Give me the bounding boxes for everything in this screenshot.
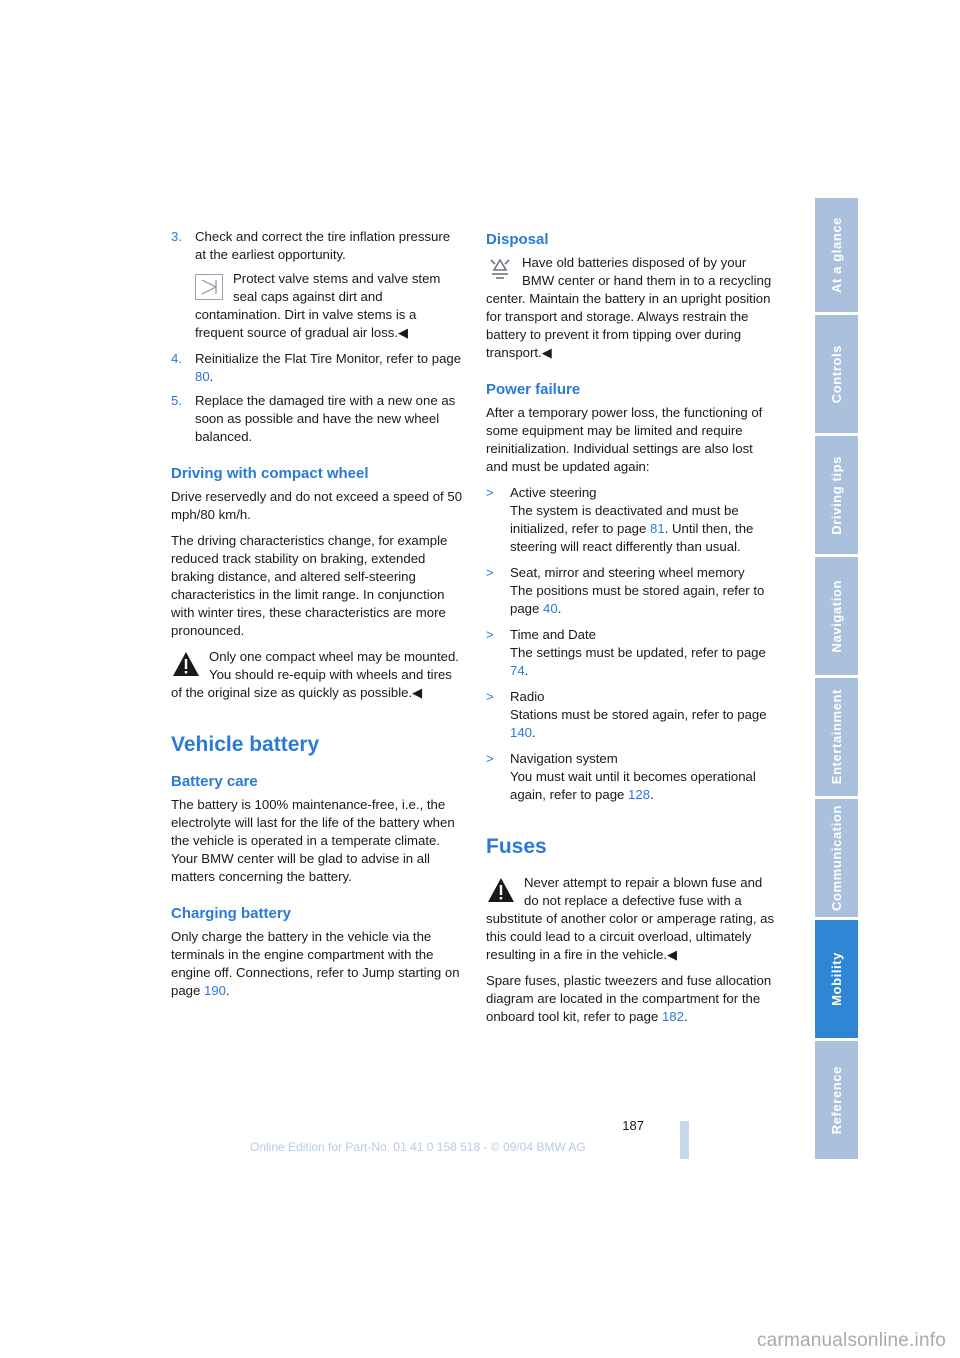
bullet-text xyxy=(510,706,778,742)
bullet-marker: > xyxy=(486,751,494,766)
bullet-navigation xyxy=(486,750,778,804)
vehicle-battery-heading: Vehicle battery xyxy=(171,733,320,756)
charging-text: Only charge the battery in the vehicle via the terminals in the engine compartment with the engine off. Connections, refer to Jump starting on page xyxy=(171,929,460,998)
step-text: Reinitialize the Flat Tire Monitor, refer to page xyxy=(195,351,462,366)
bullet-text xyxy=(510,502,778,556)
tab-mobility[interactable] xyxy=(815,920,858,1038)
page-link[interactable]: 40 xyxy=(543,601,558,616)
power-failure-intro: After a temporary power loss, the functioning of some equipment may be limited and require reinitialization. Individual settings are also lost and must be updated again: xyxy=(486,405,763,474)
bullet-text-start: The positions must be stored again, refer to page xyxy=(510,583,765,616)
tab-label: Entertainment xyxy=(829,689,844,785)
page-link[interactable]: 74 xyxy=(510,663,525,678)
page-number: 187 xyxy=(622,1118,644,1133)
battery-care-text: The battery is 100% maintenance-free, i.e., the electrolyte will last for the life of the battery when the vehicle is operated in a temperate climate. Your BMW center will be glad to advise in all matters concerning the battery. xyxy=(171,797,455,884)
bullet-text-start: The settings must be updated, refer to page xyxy=(510,645,766,660)
disposal-note xyxy=(486,254,778,362)
right-column xyxy=(486,228,778,1034)
warning-icon xyxy=(486,876,516,904)
bullet-time-date xyxy=(486,626,778,680)
fuses-heading: Fuses xyxy=(486,835,547,858)
tab-label: Navigation xyxy=(829,579,844,653)
bullet-title: Active steering xyxy=(510,485,597,500)
warning-text: Never attempt to repair a blown fuse and do not replace a defective fuse with a substitute of another color or amperage rating, as this could lead to a circuit overload, ultimately resulting in a fire in the vehicle.◀ xyxy=(486,875,775,962)
warning-text: Only one compact wheel may be mounted. You should re-equip with wheels and tires of the original size as quickly as possible.◀ xyxy=(171,649,459,700)
bullet-text-end: . xyxy=(524,663,529,678)
page-link[interactable]: 128 xyxy=(628,787,651,802)
tab-label: Controls xyxy=(829,344,844,404)
bullet-text-end: . xyxy=(557,601,562,616)
step-text: Replace the damaged tire with a new one as soon as possible and have the new wheel balanced. xyxy=(195,393,456,444)
bullet-text-start: Stations must be stored again, refer to page xyxy=(510,707,767,722)
bullet-radio xyxy=(486,688,778,742)
fuses-warning xyxy=(486,874,778,964)
footer-edition: Online Edition for Part-No. 01 41 0 158 518 - © 09/04 BMW AG xyxy=(250,1140,586,1154)
compact-wheel-text-2: The driving characteristics change, for example reduced track stability on braking, extended braking distance, and altered self-steering characteristics in the limit range. In conjunction with winter tires, these characteristics are more pronounced. xyxy=(171,533,448,638)
bullet-marker: > xyxy=(486,565,494,580)
section-tabs xyxy=(815,198,858,1162)
warning-icon xyxy=(171,650,201,678)
spare-fuses-text xyxy=(486,972,778,1026)
bullet-marker: > xyxy=(486,627,494,642)
tab-label: Communication xyxy=(829,804,844,912)
tab-communication[interactable] xyxy=(815,799,858,917)
bullet-text xyxy=(510,644,778,680)
bullet-text-end: . xyxy=(650,787,654,802)
spare-text-end: . xyxy=(683,1009,688,1024)
tab-entertainment[interactable] xyxy=(815,678,858,796)
bullet-memory xyxy=(486,564,778,618)
bullet-text-start: The system is deactivated and must be initialized, refer to page xyxy=(510,503,739,536)
disposal-heading: Disposal xyxy=(486,231,549,248)
bullet-text xyxy=(510,768,778,804)
tab-controls[interactable] xyxy=(815,315,858,433)
page-link[interactable]: 80 xyxy=(195,369,210,384)
step-number: 5. xyxy=(171,393,182,408)
bullet-active-steering xyxy=(486,484,778,556)
compact-wheel-text-1: Drive reservedly and do not exceed a speed of 50 mph/80 km/h. xyxy=(171,489,463,522)
tab-driving-tips[interactable] xyxy=(815,436,858,554)
page-link[interactable]: 140 xyxy=(510,725,533,740)
tab-label: Reference xyxy=(829,1065,844,1135)
step-4 xyxy=(171,350,463,386)
disposal-text: Have old batteries disposed of by your BMW center or hand them in to a recycling center. Maintain the battery in an upright position for transport and storage. Always restrain the battery to prevent it from tipping over during transport.◀ xyxy=(486,255,772,360)
bullet-text-start: You must wait until it becomes operational again, refer to page xyxy=(510,769,756,802)
tab-reference[interactable] xyxy=(815,1041,858,1159)
bullet-text xyxy=(510,582,778,618)
page-link[interactable]: 190 xyxy=(204,983,227,998)
step-number: 4. xyxy=(171,351,182,366)
battery-care-heading: Battery care xyxy=(171,773,258,790)
page-link[interactable]: 81 xyxy=(650,521,665,536)
watermark: carmanualsonline.info xyxy=(756,1330,946,1351)
bullet-text-end: . Until then, the steering will react differently than usual. xyxy=(510,521,754,554)
left-column xyxy=(171,228,463,1008)
charging-text-end: . xyxy=(226,983,230,998)
bullet-marker: > xyxy=(486,689,494,704)
step-number: 3. xyxy=(171,229,182,244)
bullet-title: Seat, mirror and steering wheel memory xyxy=(510,565,745,580)
bullet-marker: > xyxy=(486,485,494,500)
bullet-title: Radio xyxy=(510,689,545,704)
charging-battery-text xyxy=(171,928,463,1000)
step-text: Check and correct the tire inflation pressure at the earliest opportunity. xyxy=(195,229,451,262)
tab-label: Mobility xyxy=(829,952,844,1006)
step-text-end: . xyxy=(209,369,214,384)
step-5 xyxy=(171,392,463,446)
recycle-icon xyxy=(486,256,514,284)
tab-at-a-glance[interactable] xyxy=(815,198,858,312)
bullet-title: Time and Date xyxy=(510,627,597,642)
step-3 xyxy=(171,228,463,264)
tab-label: At a glance xyxy=(829,217,844,293)
bullet-title: Navigation system xyxy=(510,751,618,766)
compact-wheel-heading: Driving with compact wheel xyxy=(171,465,369,482)
compact-wheel-warning xyxy=(171,648,463,702)
page-link[interactable]: 182 xyxy=(661,1009,684,1024)
note-icon xyxy=(195,274,223,300)
charging-battery-heading: Charging battery xyxy=(171,905,292,922)
valve-note xyxy=(195,270,463,342)
power-failure-heading: Power failure xyxy=(486,381,581,398)
tab-navigation[interactable] xyxy=(815,557,858,675)
valve-note-text: Protect valve stems and valve stem seal caps against dirt and contamination. Dirt in valve stems is a frequent source of gradual air loss.◀ xyxy=(195,271,441,340)
bullet-text-end: . xyxy=(532,725,536,740)
tab-label: Driving tips xyxy=(829,455,844,535)
spare-text: Spare fuses, plastic tweezers and fuse allocation diagram are located in the compartment for the onboard tool kit, refer to page xyxy=(486,973,772,1024)
